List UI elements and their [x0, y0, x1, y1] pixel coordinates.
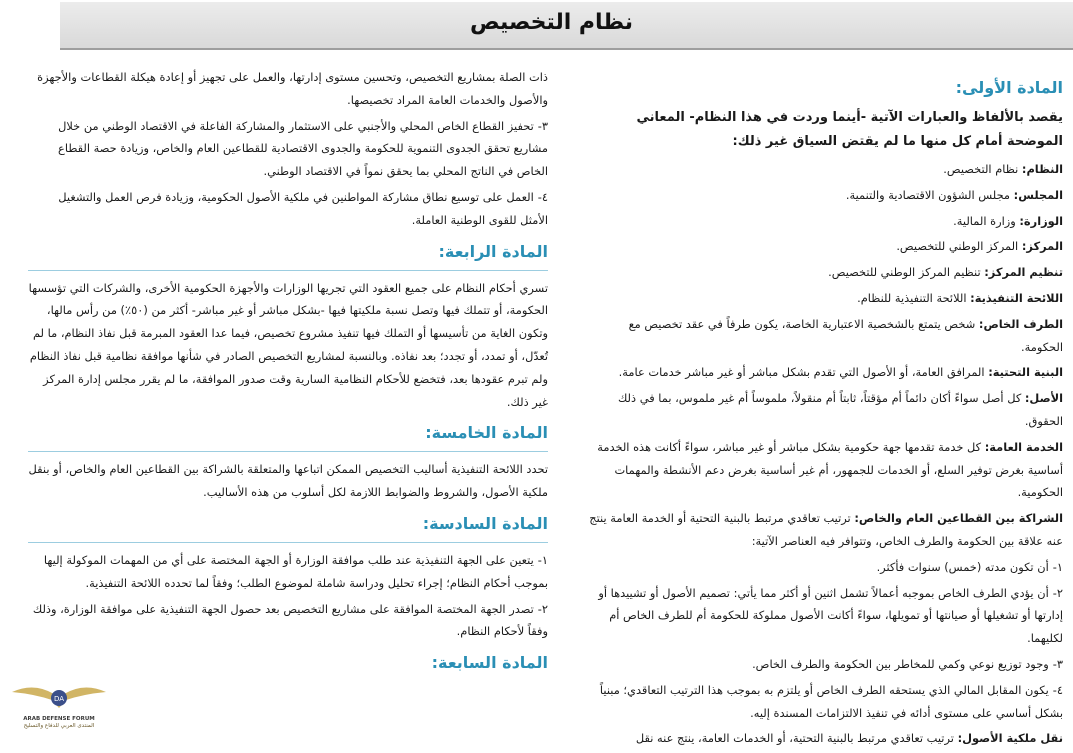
definition-text: كل خدمة تقدمها جهة حكومية بشكل مباشر أو غير مباشر، سواءً أكانت هذه الخدمة أساسية بغرض توفير السلع، أو الخدمات للجمهور، أم غير أساسية بغرض دعم الأنشطة والمهمات الحكومية.	[597, 439, 1063, 500]
title-bar	[60, 2, 1073, 49]
definition	[583, 436, 1063, 504]
list-item	[28, 115, 548, 183]
heading-divider	[28, 451, 548, 452]
continuation-text: ذات الصلة بمشاريع التخصيص، وتحسين مستوى إدارتها، والعمل على تجهيز أو إعادة هيكلة القطاعات والأجهزة والأصول والخدمات العامة المراد تخصيصها.	[37, 70, 548, 107]
definition-term: النظام:	[1021, 162, 1063, 176]
definition-term: تنظيم المركز:	[984, 265, 1063, 280]
definition	[583, 287, 1063, 310]
heading-divider	[28, 270, 548, 271]
article-7-heading: المادة السابعة:	[431, 653, 548, 673]
definition-text: شخص يتمتع بالشخصية الاعتبارية الخاصة، يكون طرفاً في عقد تخصيص مع الحكومة.	[628, 316, 1063, 354]
definition	[583, 235, 1063, 258]
logo-caption	[14, 716, 104, 730]
definition	[583, 387, 1063, 433]
right-column	[583, 68, 1063, 753]
list-text: أن تكون مدته (خمس) سنوات فأكثر.	[876, 559, 1049, 574]
list-text: أن يؤدي الطرف الخاص بموجبه أعمالاً تشمل اثنين أو أكثر مما يأتي: تصميم الأصول أو تشييدها أو إدارتها أو تشغيلها أو صيانتها أو تمويلها، سواءً أكانت الأصول مملوكة للحكومة أم للطرف الخاص أم لكليهما.	[598, 585, 1063, 646]
list-text: تصدر الجهة المختصة الموافقة على مشاريع التخصيص بعد حصول الجهة التنفيذية على موافقة الوزارة، وذلك وفقاً لأحكام النظام.	[32, 601, 548, 639]
definition	[583, 361, 1063, 384]
definition-term: الوزارة:	[1019, 213, 1063, 228]
list-item	[583, 582, 1063, 650]
article-1-intro: يقصد بالألفاظ والعبارات الآتية -أينما وردت في هذا النظام- المعاني الموضحة أمام كل منها ما لم يقتض السياق غير ذلك:	[636, 110, 1063, 149]
list-number: ٢-	[1052, 585, 1063, 600]
definition-term: الخدمة العامة:	[984, 439, 1063, 454]
logo-line-arabic: المنتدى العربي للدفاع والتسليح	[23, 723, 95, 729]
left-column	[28, 66, 548, 681]
definition-term: المركز:	[1021, 239, 1063, 254]
definition-text: مجلس الشؤون الاقتصادية والتنمية.	[845, 187, 1014, 202]
list-text: يتعين على الجهة التنفيذية عند طلب موافقة الوزارة أو الجهة المختصة على أي من المهمات الموكولة إليها بموجب أحكام النظام؛ إجراء تحليل ودراسة شاملة لموضوع الطلب؛ وفقاً لما تحدده اللائحة التنفيذية.	[43, 552, 548, 590]
list-number: ٤-	[537, 189, 548, 204]
list-item	[28, 186, 548, 232]
list-item	[583, 679, 1063, 725]
list-number: ٣-	[1052, 656, 1063, 671]
definition	[583, 261, 1063, 284]
page-title: نظام التخصيص	[469, 10, 633, 35]
definition-term: الأصل:	[1024, 391, 1063, 406]
definition	[583, 313, 1063, 359]
list-number: ٢-	[537, 601, 548, 616]
definition-term: المجلس:	[1013, 187, 1063, 202]
list-number: ١-	[537, 552, 548, 567]
article-5-heading: المادة الخامسة:	[425, 423, 548, 443]
definition-term: البنية التحتية:	[988, 365, 1063, 380]
definition	[583, 507, 1063, 553]
article-5-text: تحدد اللائحة التنفيذية أساليب التخصيص الممكن اتباعها والمتعلقة بالشراكة بين القطاعين العام والخاص، أو بنقل ملكية الأصول، والشروط والضوابط اللازمة لكل أسلوب من هذه الأساليب.	[28, 462, 548, 500]
definition-text: تنظيم المركز الوطني للتخصيص.	[828, 265, 985, 280]
article-1-heading: المادة الأولى:	[955, 78, 1063, 97]
definition-text: اللائحة التنفيذية للنظام.	[857, 290, 971, 305]
definition-term: الشراكة بين القطاعين العام والخاص:	[854, 511, 1063, 526]
article-4-heading: المادة الرابعة:	[438, 241, 548, 261]
list-item	[28, 598, 548, 644]
article-4-text: تسري أحكام النظام على جميع العقود التي تجريها الوزارات والأجهزة الحكومية الأخرى، والشركات التي تؤسسها الحكومة، أو تتملك فيها وتصل نسبة ملكيتها فيها -بشكل مباشر أو غير مباشر- أكثر من (٥٠٪) من رأس مالها، وتكون الغاية من تأسيسها أو التملك فيها تنفيذ مشروع تخصيص، فيما عدا العقود المبرمة قبل نفاذ النظام، ما لم تُعدّل، أو تمدد، أو تجدد؛ بعد نفاذه. وبالنسبة لمشاريع التخصيص الصادر في شأنها موافقة نظامية قبل نفاذ النظام ولم تبرم عقودها بعد، فتخضع للأحكام النظامية السارية وقت صدور الموافقة، ما لم يقرر مجلس إدارة المركز غير ذلك.	[28, 280, 548, 409]
list-item	[28, 549, 548, 595]
list-number: ١-	[1052, 559, 1063, 574]
definition	[583, 158, 1063, 181]
list-number: ٣-	[537, 118, 548, 133]
title-rule	[60, 48, 1073, 50]
definition-text: ترتيب تعاقدي مرتبط بالبنية التحتية أو الخدمة العامة ينتج عنه علاقة بين الحكومة والطرف الخاص، وتتوافر فيه العناصر الآتية:	[589, 511, 1063, 548]
list-text: وجود توزيع نوعي وكمي للمخاطر بين الحكومة والطرف الخاص.	[752, 656, 1049, 671]
list-item	[583, 556, 1063, 579]
definition-term: الطرف الخاص:	[978, 316, 1063, 331]
definition-text: المركز الوطني للتخصيص.	[896, 239, 1022, 254]
definition-text: ترتيب تعاقدي مرتبط بالبنية التحتية، أو الخدمات العامة، ينتج عنه نقل	[635, 731, 958, 746]
article-6-heading: المادة السادسة:	[422, 513, 548, 533]
definition	[583, 184, 1063, 207]
heading-divider	[28, 542, 548, 543]
definition-term: اللائحة التنفيذية:	[970, 290, 1063, 305]
svg-text:DA: DA	[53, 695, 65, 703]
definition	[583, 210, 1063, 233]
logo-line-english: ARAB DEFENSE FORUM	[23, 716, 95, 722]
list-text: يكون المقابل المالي الذي يستحقه الطرف الخاص أو يلتزم به بموجب هذا الترتيب التعاقدي؛ مبنياً بشكل أساسي على مستوى أدائه في تنفيذ الالتزامات المسندة إليه.	[599, 682, 1063, 720]
definition-term: نقل ملكية الأصول:	[957, 731, 1063, 746]
list-text: تحفيز القطاع الخاص المحلي والأجنبي على الاستثمار والمشاركة الفاعلة في الاقتصاد الوطني من خلال مشاريع تحقق الجدوى التنموية للحكومة والجدوى الاقتصادية للقطاعين العام والخاص، وزيادة حصة القطاع الخاص في الناتج المحلي بما يحقق نمواً في الاقتصاد الوطني.	[58, 118, 548, 179]
list-number: ٤-	[1052, 682, 1063, 697]
definition-text: كل أصل سواءً أكان دائماً أم مؤقتاً، ثابتاً أم منقولاً، ملموساً أم غير ملموس، بما في ذلك الحقوق.	[617, 391, 1063, 428]
definition-text: المرافق العامة، أو الأصول التي تقدم بشكل مباشر أو غير مباشر خدمات عامة.	[618, 365, 989, 380]
definition-text: نظام التخصيص.	[943, 162, 1022, 176]
list-item	[583, 653, 1063, 676]
definition-text: وزارة المالية.	[953, 213, 1020, 228]
definition	[583, 727, 1063, 750]
list-text: العمل على توسيع نطاق مشاركة المواطنين في ملكية الأصول الحكومية، وزيادة فرص العمل والتشغيل الأمثل للقوى الوطنية العاملة.	[58, 189, 548, 227]
